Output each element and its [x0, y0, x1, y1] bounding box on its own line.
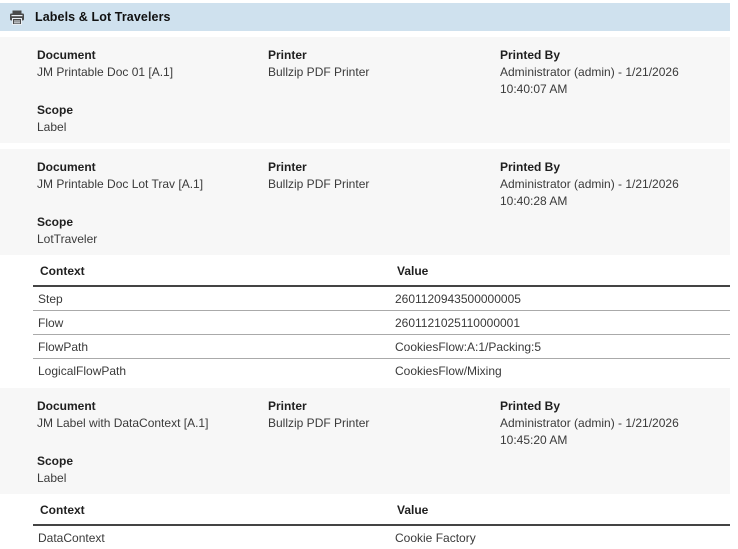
printed-by-value: Administrator (admin) - 1/21/2026 10:45:20 AM — [500, 416, 679, 447]
labels-lot-travelers-panel — [0, 3, 730, 549]
context-table-record-2 — [33, 257, 730, 382]
value-cell: CookiesFlow:A:1/Packing:5 — [390, 335, 730, 359]
scope-value: LotTraveler — [37, 232, 98, 246]
printer-value: Bullzip PDF Printer — [268, 177, 370, 191]
context-cell: DataContext — [38, 531, 105, 545]
table-row — [33, 525, 730, 549]
scope-field — [37, 453, 720, 487]
value-cell: 2601121025110000001 — [390, 311, 730, 335]
printed-by-label: Printed By — [500, 48, 561, 62]
value-cell: 2601120943500000005 — [390, 286, 730, 311]
scope-label: Scope — [37, 454, 74, 468]
context-cell: Flow — [33, 311, 390, 335]
table-header-row — [33, 257, 730, 286]
printed-by-label: Printed By — [500, 160, 561, 174]
printed-by-value: Administrator (admin) - 1/21/2026 10:40:28 AM — [500, 177, 679, 208]
print-record-3 — [0, 388, 730, 494]
print-record-1 — [0, 37, 730, 143]
printer-label: Printer — [268, 48, 307, 62]
printer-label: Printer — [268, 160, 307, 174]
print-record-2 — [0, 149, 730, 255]
scope-label: Scope — [37, 103, 74, 117]
context-column-header: Context — [33, 257, 390, 286]
panel-title: Labels & Lot Travelers — [35, 10, 171, 24]
table-header-row — [33, 496, 730, 525]
document-label: Document — [37, 160, 96, 174]
printed-by-field — [500, 47, 715, 98]
printed-by-field — [500, 159, 715, 210]
document-value: JM Label with DataContext [A.1] — [37, 416, 209, 430]
document-field — [37, 47, 268, 98]
context-column-header: Context — [33, 496, 390, 525]
context-cell: FlowPath — [33, 335, 390, 359]
value-column-header: Value — [390, 496, 730, 525]
scope-label: Scope — [37, 215, 74, 229]
table-row — [33, 359, 730, 383]
printer-field — [268, 159, 500, 210]
printer-label: Printer — [268, 399, 307, 413]
printer-icon — [9, 10, 25, 25]
table-row — [33, 335, 730, 359]
printer-value: Bullzip PDF Printer — [268, 65, 370, 79]
printer-value: Bullzip PDF Printer — [268, 416, 370, 430]
value-cell: CookiesFlow/Mixing — [395, 364, 502, 378]
printer-field — [268, 47, 500, 98]
panel-header[interactable] — [0, 3, 730, 31]
document-value: JM Printable Doc 01 [A.1] — [37, 65, 174, 79]
context-cell: Step — [33, 286, 390, 311]
scope-field — [37, 214, 720, 248]
value-column-header: Value — [390, 257, 730, 286]
document-field — [37, 398, 268, 449]
context-table-record-3 — [33, 496, 730, 549]
printed-by-value: Administrator (admin) - 1/21/2026 10:40:07 AM — [500, 65, 679, 96]
document-field — [37, 159, 268, 210]
document-label: Document — [37, 48, 96, 62]
table-row — [33, 311, 730, 335]
table-row — [33, 286, 730, 311]
printer-field — [268, 398, 500, 449]
scope-field — [37, 102, 720, 136]
scope-value: Label — [37, 471, 67, 485]
scope-value: Label — [37, 120, 67, 134]
document-value: JM Printable Doc Lot Trav [A.1] — [37, 177, 204, 191]
printed-by-field — [500, 398, 715, 449]
value-cell: Cookie Factory — [395, 531, 476, 545]
document-label: Document — [37, 399, 96, 413]
context-cell: LogicalFlowPath — [38, 364, 127, 378]
printed-by-label: Printed By — [500, 399, 561, 413]
